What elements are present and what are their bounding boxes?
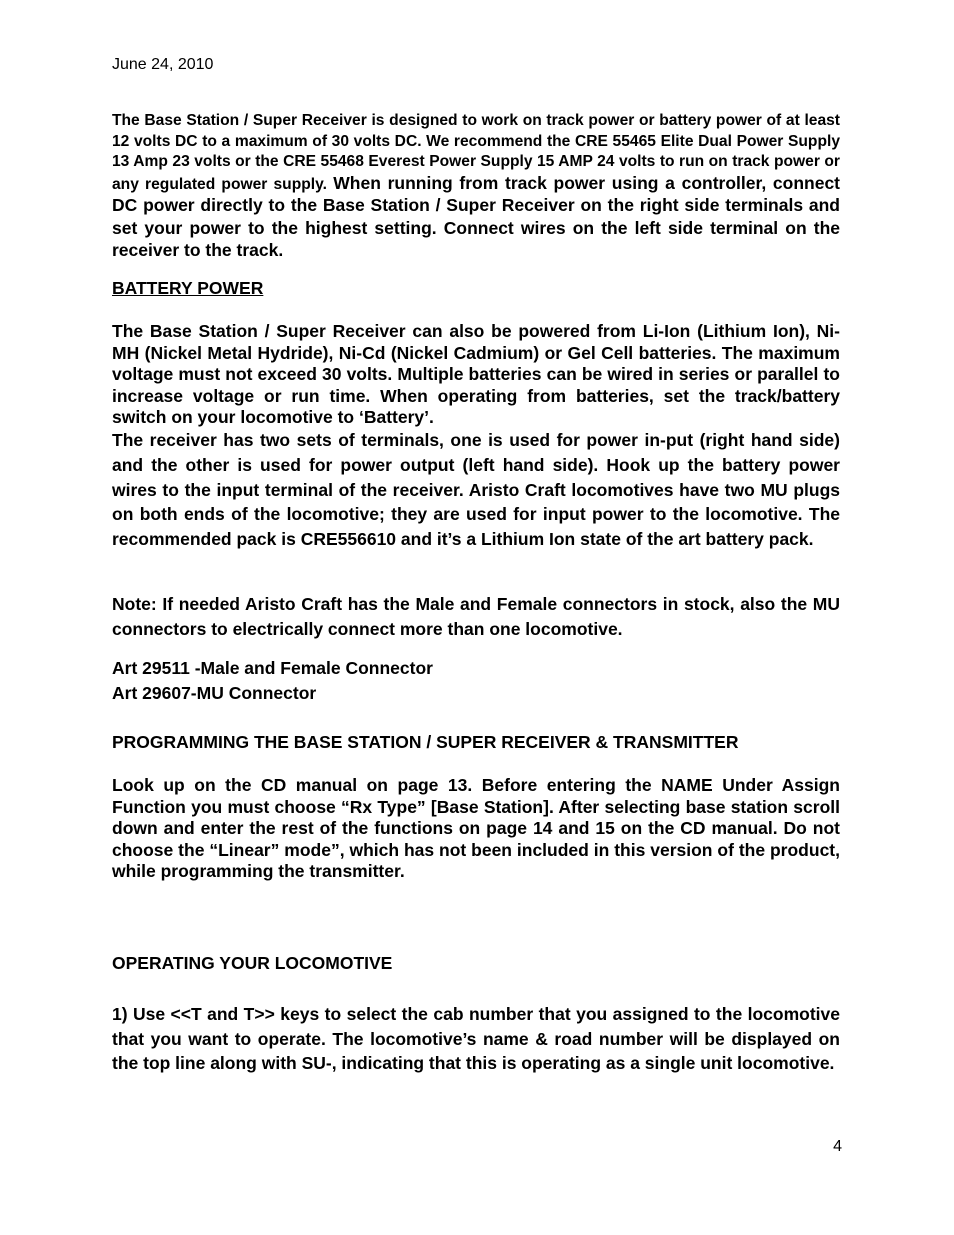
header-date: June 24, 2010 xyxy=(112,56,214,73)
page-number: 4 xyxy=(833,1138,842,1155)
operating-heading: OPERATING YOUR LOCOMOTIVE xyxy=(112,953,393,973)
programming-heading: PROGRAMMING THE BASE STATION / SUPER RECEIVER & TRANSMITTER xyxy=(112,732,739,752)
intro-paragraph xyxy=(112,111,840,263)
operating-step-1: 1) Use <<T and T>> keys to select the cab number that you assigned to the locomotive that you want to operate. The locomotive’s name & road number will be displayed on the top line along with SU-, indicating that this is operating as a single unit locomotive. xyxy=(112,1004,840,1074)
battery-paragraph-2: The receiver has two sets of terminals, one is used for power in-put (right hand side) and the other is used for power output (left hand side). Hook up the battery power wires to the input terminal of the receiver. Aristo Craft locomotives have two MU plugs on both ends of the locomotive; they are used for input power to the locomotive. The recommended pack is CRE556610 and it’s a Lithium Ion state of the art battery pack. xyxy=(112,430,840,550)
intro-small-text: The Base Station / Super Receiver is designed to work on track power or battery power of at least 12 volts DC to a maximum of 30 volts DC. We recommend the CRE 55465 Elite Dual Power Supply 13 Amp 23 volts or the CRE 55468 Everest Power Supply 15 AMP 24 volts to run on track power or any regulated power supply. xyxy=(112,112,840,193)
battery-paragraph-1: The Base Station / Super Receiver can also be powered from Li-Ion (Lithium Ion), Ni-MH (Nickel Metal Hydride), Ni-Cd (Nickel Cadmium) or Gel Cell batteries. The maximum voltage must not exceed 30 volts. Multiple batteries can be wired in series or parallel to increase voltage or run time. When operating from batteries, set the track/battery switch on your locomotive to ‘Battery’. xyxy=(112,321,840,427)
part-mu-connector: Art 29607-MU Connector xyxy=(112,683,317,703)
battery-power-heading: BATTERY POWER xyxy=(112,278,264,298)
connector-note: Note: If needed Aristo Craft has the Male and Female connectors in stock, also the MU connectors to electrically connect more than one locomotive. xyxy=(112,594,840,639)
part-male-female-connector: Art 29511 -Male and Female Connector xyxy=(112,658,433,678)
intro-large-text: When running from track power using a controller, connect DC power directly to the Base Station / Super Receiver on the right side terminals and set your power to the highest setting. Connect wires on the left side terminal on the receiver to the track. xyxy=(112,172,841,260)
programming-paragraph: Look up on the CD manual on page 13. Before entering the NAME Under Assign Function you must choose “Rx Type” [Base Station]. After selecting base station scroll down and enter the rest of the functions on page 14 and 15 on the CD manual. Do not choose the “Linear” mode”, which has not been included in this version of the product, while programming the transmitter. xyxy=(112,775,840,881)
